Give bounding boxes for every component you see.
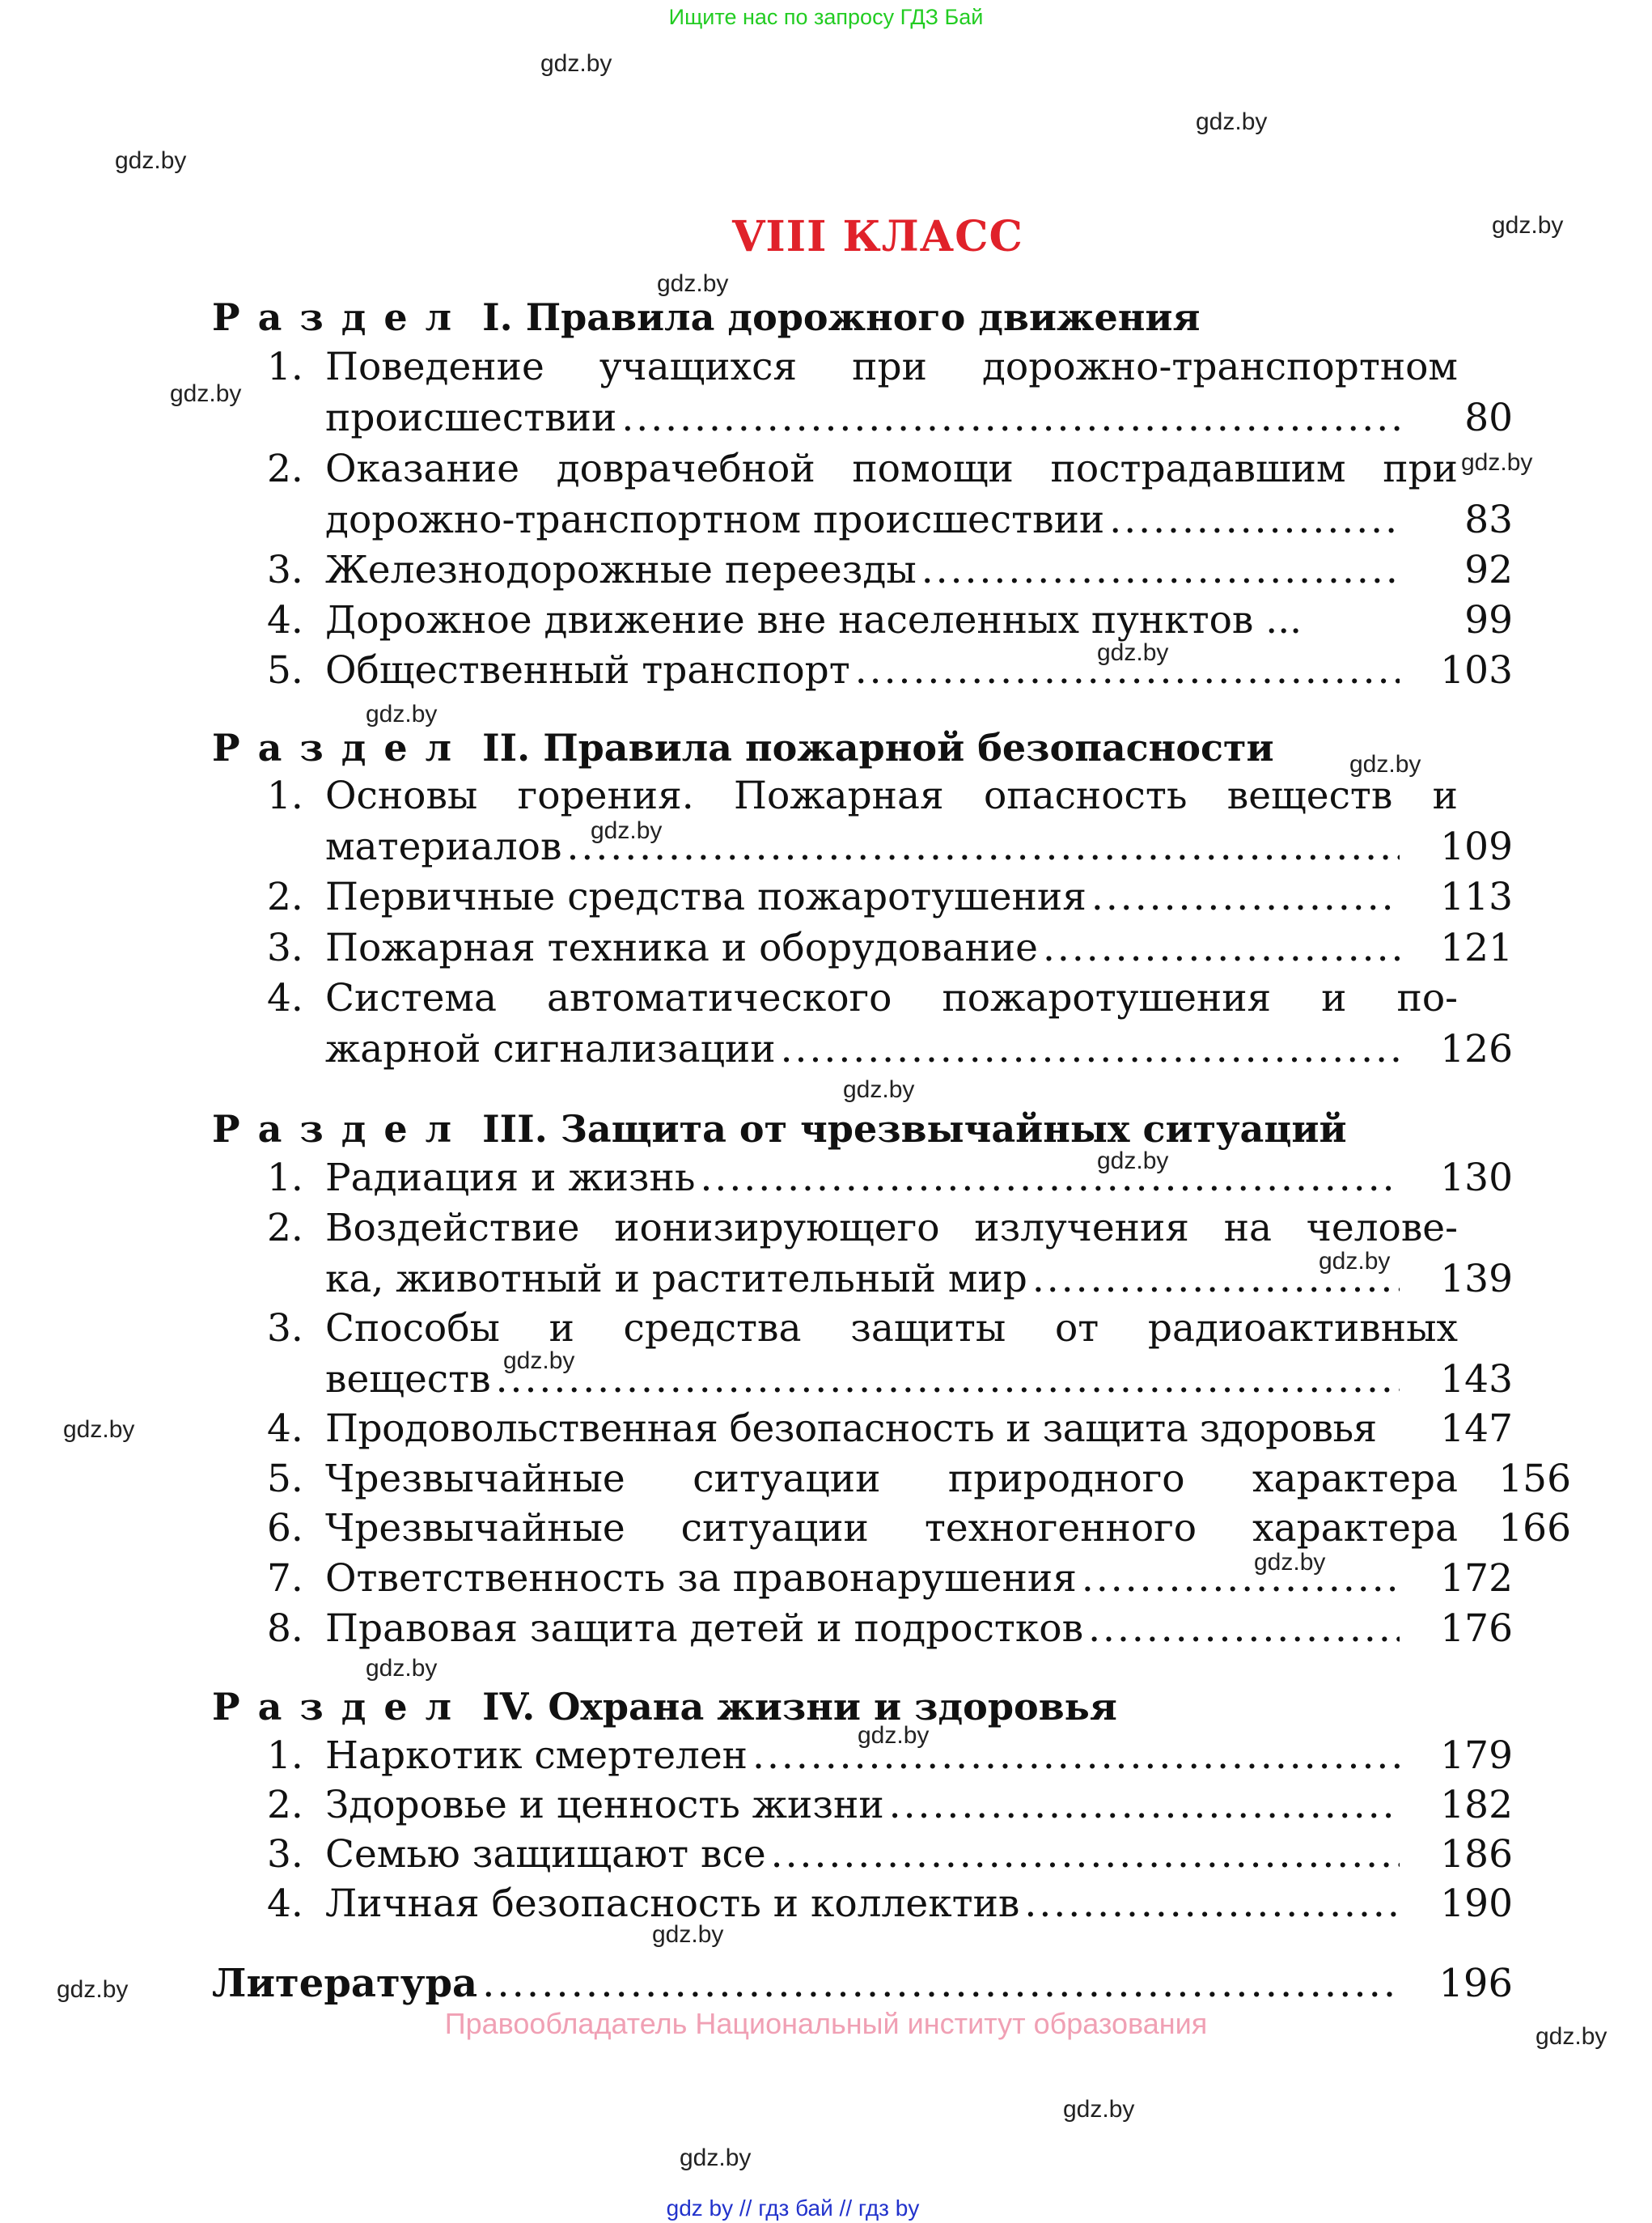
- entry-number: 5.: [267, 1457, 303, 1501]
- watermark: gdz.by: [858, 1722, 930, 1749]
- page-number: 156: [1498, 1457, 1571, 1501]
- section-heading: [212, 1107, 1425, 1151]
- entry-title: Система автоматического пожаротушения и по-: [325, 976, 1458, 1020]
- section-title: IV. Охрана жизни и здоровья: [482, 1685, 1117, 1729]
- page-number: 176: [1440, 1606, 1513, 1651]
- page-number: 109: [1440, 825, 1513, 869]
- entry-number: 4.: [267, 598, 303, 643]
- copyright-notice: Правообладатель Национальный институт образования: [444, 2007, 1208, 2040]
- leader-dots: [771, 1829, 1400, 1880]
- page-number: 92: [1464, 548, 1513, 592]
- entry-title: Железнодорожные переезды: [325, 548, 917, 592]
- leader-dots: [781, 1024, 1400, 1075]
- entry-number: 4.: [267, 1406, 303, 1451]
- entry-title: Продовольственная безопасность и защита здоровья: [325, 1406, 1377, 1451]
- entry-title: Дорожное движение вне населенных пунктов ...: [325, 598, 1303, 643]
- entry-number: 8.: [267, 1606, 303, 1651]
- entry-number: 1.: [267, 345, 303, 389]
- leader-dots: [889, 1780, 1400, 1831]
- entry-title-cont: жарной сигнализации: [325, 1027, 776, 1071]
- page-number: 99: [1464, 598, 1513, 643]
- toc-entry[interactable]: [267, 1453, 1571, 1504]
- page-number: 196: [1438, 1961, 1513, 2006]
- entry-number: 5.: [267, 648, 303, 693]
- leader-dots: [496, 1354, 1400, 1405]
- entry-number: 2.: [267, 1206, 303, 1250]
- section-heading: [212, 1685, 1425, 1729]
- section-label: Раздел: [212, 726, 470, 770]
- leader-dots: [752, 1730, 1400, 1781]
- leader-dots: [1088, 1603, 1400, 1654]
- watermark: gdz.by: [657, 270, 729, 297]
- watermark: gdz.by: [503, 1347, 575, 1374]
- toc-entry[interactable]: [267, 342, 1513, 443]
- entry-title: Основы горения. Пожарная опасность веществ и: [325, 774, 1458, 818]
- section-title: III. Защита от чрезвычайных ситуаций: [482, 1107, 1347, 1151]
- page-number: 103: [1440, 648, 1513, 693]
- literature-title: Литература: [212, 1961, 478, 2006]
- search-banner[interactable]: Ищите нас по запросу ГДЗ Бай: [668, 5, 984, 29]
- watermark: gdz.by: [115, 147, 187, 174]
- toc-entry[interactable]: [267, 1303, 1513, 1405]
- entry-title-cont: происшествии: [325, 396, 617, 440]
- toc-entry[interactable]: [267, 1878, 1513, 1929]
- leader-dots: [482, 1961, 1400, 2006]
- entry-title: Первичные средства пожаротушения: [325, 875, 1087, 919]
- section-title: I. Правила дорожного движения: [482, 295, 1201, 339]
- section-heading: [212, 295, 1425, 339]
- entry-title: Поведение учащихся при дорожно-транспортном: [325, 345, 1458, 389]
- watermark: gdz.by: [1254, 1549, 1326, 1576]
- entry-title: Воздействие ионизирующего излучения на челове-: [325, 1206, 1458, 1250]
- entry-title: Ответственность за правонарушения: [325, 1556, 1077, 1601]
- toc-entry[interactable]: [267, 872, 1513, 923]
- entry-title: Здоровье и ценность жизни: [325, 1783, 884, 1827]
- entry-number: 1.: [267, 1733, 303, 1778]
- page-number: 113: [1440, 875, 1513, 919]
- page-number: 186: [1440, 1832, 1513, 1877]
- page-number: 166: [1498, 1506, 1571, 1551]
- page-number: 190: [1440, 1881, 1513, 1926]
- entry-title: Радиация и жизнь: [325, 1156, 696, 1200]
- watermark: gdz.by: [591, 817, 663, 844]
- section-title: II. Правила пожарной безопасности: [482, 726, 1274, 770]
- section-label: Раздел: [212, 295, 470, 339]
- watermark: gdz.by: [540, 50, 612, 77]
- leader-dots: [1082, 1553, 1400, 1604]
- toc-entry[interactable]: [267, 1829, 1513, 1880]
- leader-dots: [1043, 923, 1400, 974]
- toc-entry[interactable]: [267, 1203, 1513, 1305]
- entry-title: Правовая защита детей и подростков: [325, 1606, 1084, 1651]
- watermark: gdz.by: [1097, 639, 1169, 666]
- page-number: 182: [1440, 1783, 1513, 1827]
- watermark: gdz.by: [652, 1921, 724, 1948]
- watermark: gdz.by: [63, 1416, 135, 1443]
- leader-dots: [1091, 872, 1400, 923]
- footer-links[interactable]: gdz by // гдз бай // гдз by: [666, 2195, 920, 2221]
- toc-entry[interactable]: [267, 1403, 1513, 1454]
- watermark: gdz.by: [1319, 1248, 1391, 1275]
- watermark: gdz.by: [1097, 1148, 1169, 1174]
- entry-title: Способы и средства защиты от радиоактивных: [325, 1306, 1458, 1351]
- toc-entry[interactable]: [267, 443, 1513, 545]
- page-number: 126: [1440, 1027, 1513, 1071]
- leader-dots: [1032, 1254, 1400, 1305]
- leader-dots: [566, 821, 1400, 872]
- watermark: gdz.by: [1196, 108, 1268, 135]
- watermark: gdz.by: [1536, 2023, 1608, 2050]
- page-number: 80: [1464, 396, 1513, 440]
- page-number: 121: [1440, 926, 1513, 970]
- watermark: gdz.by: [1349, 751, 1421, 778]
- leader-dots: [700, 1152, 1400, 1203]
- section-label: Раздел: [212, 1107, 470, 1151]
- toc-entry[interactable]: [267, 1553, 1513, 1604]
- toc-entry[interactable]: [267, 1152, 1513, 1203]
- page-number: 172: [1440, 1556, 1513, 1601]
- entry-number: 1.: [267, 774, 303, 818]
- section-heading: [212, 726, 1425, 770]
- watermark: gdz.by: [366, 1655, 438, 1682]
- toc-entry[interactable]: [267, 1503, 1571, 1554]
- entry-title: Чрезвычайные ситуации техногенного характера: [325, 1506, 1458, 1551]
- toc-entry[interactable]: [267, 923, 1513, 974]
- entry-number: 3.: [267, 926, 303, 970]
- entry-number: 6.: [267, 1506, 303, 1551]
- watermark: gdz.by: [680, 2145, 752, 2171]
- toc-entry[interactable]: [267, 645, 1513, 696]
- toc-entry[interactable]: [267, 770, 1513, 872]
- toc-entry[interactable]: [267, 973, 1513, 1075]
- page-number: 143: [1440, 1357, 1513, 1402]
- page-number: 179: [1440, 1733, 1513, 1778]
- toc-entry[interactable]: [267, 1603, 1513, 1654]
- entry-title: Семью защищают все: [325, 1832, 766, 1877]
- entry-title: Оказание доврачебной помощи пострадавшим при: [325, 447, 1458, 491]
- entry-number: 4.: [267, 976, 303, 1020]
- toc-entry[interactable]: [267, 545, 1513, 596]
- watermark: gdz.by: [1461, 449, 1533, 476]
- watermark: gdz.by: [843, 1076, 915, 1103]
- leader-dots: [855, 645, 1400, 696]
- class-title: VIII КЛАСС: [732, 212, 1023, 261]
- watermark: gdz.by: [170, 380, 242, 407]
- page-number: 130: [1440, 1156, 1513, 1200]
- leader-dots: [921, 545, 1400, 596]
- entry-title-cont: дорожно-транспортном происшествии: [325, 498, 1105, 542]
- entry-number: 3.: [267, 548, 303, 592]
- entry-title-cont: ка, животный и растительный мир: [325, 1257, 1027, 1301]
- entry-title: Общественный транспорт: [325, 648, 850, 693]
- entry-title-cont: материалов: [325, 825, 562, 869]
- toc-entry[interactable]: [267, 595, 1513, 646]
- watermark: gdz.by: [1063, 2096, 1135, 2123]
- entry-number: 3.: [267, 1306, 303, 1351]
- entry-title: Наркотик смертелен: [325, 1733, 748, 1778]
- toc-entry[interactable]: [267, 1780, 1513, 1831]
- leader-dots: [1024, 1878, 1400, 1929]
- entry-title: Пожарная техника и оборудование: [325, 926, 1038, 970]
- page-number: 139: [1440, 1257, 1513, 1301]
- leader-dots: [621, 392, 1400, 443]
- entry-number: 2.: [267, 1783, 303, 1827]
- toc-entry[interactable]: [267, 1730, 1513, 1781]
- section-label: Раздел: [212, 1685, 470, 1729]
- watermark: gdz.by: [57, 1976, 129, 2003]
- toc-literature[interactable]: [212, 1961, 1513, 2006]
- entry-number: 2.: [267, 875, 303, 919]
- watermark: gdz.by: [1492, 212, 1564, 239]
- entry-title: Чрезвычайные ситуации природного характера: [325, 1457, 1458, 1501]
- leader-dots: [1109, 494, 1400, 545]
- entry-number: 2.: [267, 447, 303, 491]
- entry-title: Личная безопасность и коллектив: [325, 1881, 1020, 1926]
- entry-number: 1.: [267, 1156, 303, 1200]
- watermark: gdz.by: [366, 701, 438, 728]
- entry-number: 3.: [267, 1832, 303, 1877]
- page-number: 83: [1464, 498, 1513, 542]
- entry-number: 7.: [267, 1556, 303, 1601]
- entry-number: 4.: [267, 1881, 303, 1926]
- entry-title-cont: веществ: [325, 1357, 491, 1402]
- page-number: 147: [1440, 1406, 1513, 1451]
